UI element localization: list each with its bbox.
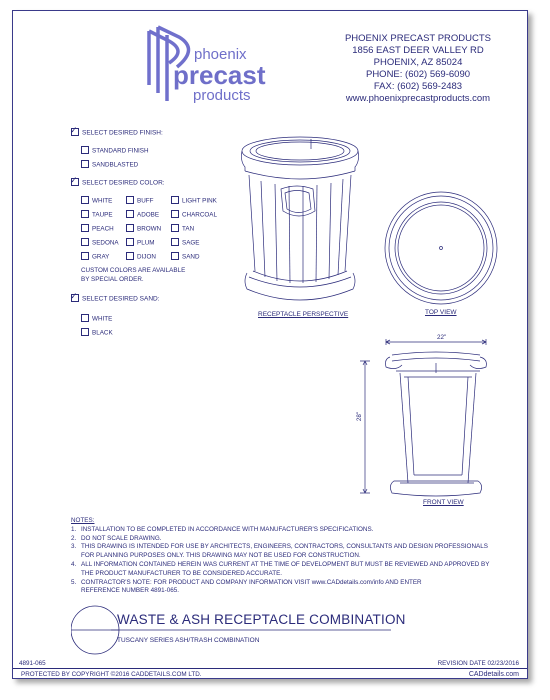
check-icon: ✓	[70, 291, 78, 301]
color-option[interactable]: DIJON	[126, 253, 156, 261]
check-icon: ✓	[70, 175, 78, 185]
height-dimension-label: 28"	[356, 411, 364, 422]
custom-color-note-1: CUSTOM COLORS ARE AVAILABLE	[81, 267, 186, 274]
checkbox-icon[interactable]	[70, 291, 79, 302]
front-view-label: FRONT VIEW	[423, 499, 464, 506]
check-icon: ✓	[70, 125, 78, 135]
sand-heading[interactable]: ✓ SELECT DESIRED SAND:	[70, 291, 160, 303]
note-item: 3. THIS DRAWING IS INTENDED FOR USE BY ARCHITECTS, ENGINEERS, CONTRACTORS, CONSULTANTS AND DESIGN PROFESSIONALS	[71, 543, 488, 551]
logo-word-phoenix: phoenix	[194, 46, 247, 63]
company-website: www.phoenixprecastproducts.com	[345, 93, 491, 104]
revision-date: REVISION DATE 02/23/2016	[437, 660, 519, 667]
checkbox-icon[interactable]	[171, 238, 179, 246]
company-address-2: PHOENIX, AZ 85024	[373, 57, 463, 68]
receptacle-front-view-drawing	[348, 333, 513, 503]
notes-block	[71, 517, 489, 596]
color-option[interactable]: WHITE	[81, 197, 112, 205]
checkbox-icon[interactable]	[171, 252, 179, 260]
top-view-label: TOP VIEW	[425, 309, 457, 316]
checkbox-icon[interactable]	[171, 224, 179, 232]
receptacle-top-view-drawing	[381, 183, 501, 313]
color-option[interactable]: GRAY	[81, 253, 109, 261]
checkbox-icon[interactable]	[171, 210, 179, 218]
note-item-continued: THE PRODUCT MANUFACTURER TO BE CONSIDERED ACCURATE.	[81, 569, 283, 577]
color-option[interactable]: PEACH	[81, 225, 114, 233]
company-fax: FAX: (602) 569-2483	[373, 81, 463, 92]
drawing-title: WASTE & ASH RECEPTACLE COMBINATION	[117, 612, 406, 627]
checkbox-icon[interactable]	[81, 196, 89, 204]
company-info	[313, 33, 523, 105]
checkbox-icon[interactable]	[171, 196, 179, 204]
color-option[interactable]: PLUM	[126, 239, 155, 247]
note-item: 5. CONTRACTOR'S NOTE: FOR PRODUCT AND COMPANY INFORMATION VISIT www.CADdetails.com/info AND ENTER	[71, 578, 422, 586]
finish-option[interactable]: STANDARD FINISH	[81, 147, 149, 155]
color-option[interactable]: TAN	[171, 225, 194, 233]
company-name: PHOENIX PRECAST PRODUCTS	[344, 33, 492, 44]
note-item-continued: FOR PLANNING PURPOSES ONLY. THIS DRAWING MAY NOT BE USED FOR CONSTRUCTION.	[81, 552, 361, 560]
note-item: 1. INSTALLATION TO BE COMPLETED IN ACCORDANCE WITH MANUFACTURER'S SPECIFICATIONS.	[71, 525, 374, 533]
checkbox-icon[interactable]	[81, 328, 89, 336]
color-option[interactable]: TAUPE	[81, 211, 113, 219]
checkbox-icon[interactable]	[81, 160, 89, 168]
drawing-sheet	[12, 10, 528, 679]
drawing-subtitle: TUSCANY SERIES ASH/TRASH COMBINATION	[117, 637, 260, 644]
color-option[interactable]: BUFF	[126, 197, 153, 205]
checkbox-icon[interactable]	[81, 210, 89, 218]
color-option[interactable]: CHARCOAL	[171, 211, 217, 219]
color-option[interactable]: SAND	[171, 253, 200, 261]
note-item: 4. ALL INFORMATION CONTAINED HEREIN WAS CURRENT AT THE TIME OF DEVELOPMENT BUT MUST BE REVIEWED AND APPROVED BY	[71, 560, 490, 568]
color-heading[interactable]: ✓ SELECT DESIRED COLOR:	[70, 175, 165, 187]
custom-color-note-2: BY SPECIAL ORDER.	[81, 276, 144, 283]
checkbox-icon[interactable]	[81, 238, 89, 246]
perspective-view-label: RECEPTACLE PERSPECTIVE	[258, 311, 349, 318]
note-item-continued: REFERENCE NUMBER 4891-065.	[81, 587, 179, 595]
checkbox-icon[interactable]	[81, 146, 89, 154]
checkbox-icon[interactable]	[70, 125, 79, 136]
checkbox-icon[interactable]	[81, 252, 89, 260]
logo-word-products: products	[193, 87, 251, 104]
checkbox-icon[interactable]	[81, 314, 89, 322]
company-phone: PHONE: (602) 569-6090	[365, 69, 471, 80]
checkbox-icon[interactable]	[70, 175, 79, 186]
receptacle-perspective-drawing	[235, 131, 365, 311]
checkbox-icon[interactable]	[126, 252, 134, 260]
checkbox-icon[interactable]	[126, 196, 134, 204]
finish-option[interactable]: SANDBLASTED	[81, 161, 138, 169]
notes-title: NOTES:	[71, 517, 95, 524]
finish-heading[interactable]: ✓ SELECT DESIRED FINISH:	[70, 125, 163, 137]
sand-option[interactable]: WHITE	[81, 315, 112, 323]
reference-number: 4891-065	[19, 660, 46, 667]
logo-word-precast: precast	[173, 60, 266, 90]
cad-details-brand[interactable]: CADdetails.com	[468, 671, 519, 678]
copyright-notice: PROTECTED BY COPYRIGHT ©2016 CADDETAILS.COM LTD.	[21, 671, 202, 678]
checkbox-icon[interactable]	[81, 224, 89, 232]
note-item: 2. DO NOT SCALE DRAWING.	[71, 534, 162, 542]
color-option[interactable]: ADOBE	[126, 211, 159, 219]
checkbox-icon[interactable]	[126, 210, 134, 218]
footer-divider	[13, 668, 527, 669]
color-option[interactable]: SAGE	[171, 239, 200, 247]
sand-option[interactable]: BLACK	[81, 329, 113, 337]
title-block-frame	[71, 601, 521, 659]
company-address-1: 1856 EAST DEER VALLEY RD	[352, 45, 484, 56]
color-option[interactable]: LIGHT PINK	[171, 197, 217, 205]
checkbox-icon[interactable]	[126, 224, 134, 232]
color-option[interactable]: SEDONA	[81, 239, 119, 247]
width-dimension-label: 22"	[437, 334, 447, 341]
color-option[interactable]: BROWN	[126, 225, 161, 233]
checkbox-icon[interactable]	[126, 238, 134, 246]
